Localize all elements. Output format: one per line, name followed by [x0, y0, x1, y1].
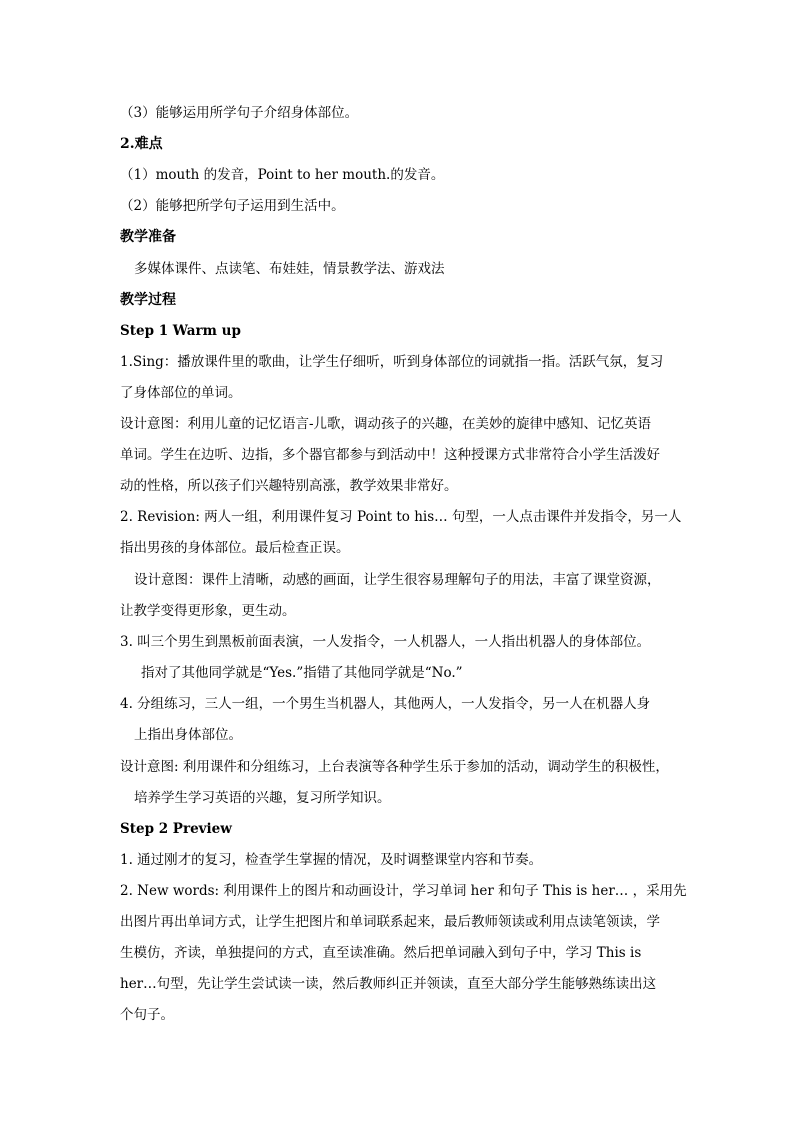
design-intent-1-line2: 单词。学生在边听、边指，多个器官都参与到活动中！这种授课方式非常符合小学生活泼好	[120, 447, 660, 463]
step2-item2-line1: 2. New words: 利用课件上的图片和动画设计，学习单词 her 和句子 This is her… ，采用先	[120, 883, 687, 899]
section-difficulties-heading: 2.难点	[120, 136, 163, 152]
step2-item2-line3: 生模仿，齐读，单独提问的方式，直至读准确。然后把单词融入到句子中，学习 This is	[120, 945, 642, 961]
teaching-preparation-heading: 教学准备	[120, 229, 176, 245]
teaching-process-heading: 教学过程	[120, 292, 176, 308]
design-intent-1-line3: 动的性格，所以孩子们兴趣特别高涨，教学效果非常好。	[120, 478, 458, 494]
step1-item1-line2: 了身体部位的单词。	[120, 385, 242, 401]
step1-item4-line2: 上指出身体部位。	[134, 727, 242, 743]
objective-3: （3）能够运用所学句子介绍身体部位。	[120, 105, 359, 121]
step2-heading: Step 2 Preview	[120, 821, 232, 837]
step1-item4-line1: 4. 分组练习，三人一组，一个男生当机器人，其他两人，一人发指令，另一人在机器人身	[120, 696, 651, 712]
step2-item2-line5: 个句子。	[120, 1007, 174, 1023]
step2-item1: 1. 通过刚才的复习，检查学生掌握的情况，及时调整课堂内容和节奏。	[120, 852, 543, 868]
step1-item3-line2: 指对了其他同学就是“Yes.”指错了其他同学就是“No.”	[141, 665, 463, 681]
step1-item3-line1: 3. 叫三个男生到黑板前面表演，一人发指令，一人机器人，一人指出机器人的身体部位。	[120, 634, 651, 650]
step1-item2-line2: 指出男孩的身体部位。最后检查正误。	[120, 540, 350, 556]
step2-item2-line2: 出图片再出单词方式，让学生把图片和单词联系起来，最后教师领读或利用点读笔领读，学	[120, 914, 660, 930]
difficulty-2: （2）能够把所学句子运用到生活中。	[120, 198, 345, 214]
design-intent-2-line2: 让教学变得更形象，更生动。	[120, 603, 296, 619]
design-intent-2-line1: 设计意图：课件上清晰，动感的画面，让学生很容易理解句子的用法，丰富了课堂资源，	[134, 572, 661, 588]
step1-item2-line1: 2. Revision: 两人一组，利用课件复习 Point to his… 句型，一人点击课件并发指令，另一人	[120, 509, 682, 525]
difficulty-1: （1）mouth 的发音，Point to her mouth.的发音。	[120, 167, 445, 183]
design-intent-1-line1: 设计意图：利用儿童的记忆语言-儿歌，调动孩子的兴趣，在美妙的旋律中感知、记忆英语	[120, 416, 652, 432]
teaching-preparation-text: 多媒体课件、点读笔、布娃娃，情景教学法、游戏法	[134, 261, 445, 277]
step1-heading: Step 1 Warm up	[120, 323, 241, 339]
design-intent-3-line1: 设计意图: 利用课件和分组练习，上台表演等各种学生乐于参加的活动，调动学生的积极性，	[120, 759, 669, 775]
design-intent-3-line2: 培养学生学习英语的兴趣，复习所学知识。	[134, 790, 391, 806]
step1-item1-line1: 1.Sing：播放课件里的歌曲，让学生仔细听，听到身体部位的词就指一指。活跃气氛，复习	[120, 354, 664, 370]
step2-item2-line4: her…句型，先让学生尝试读一读，然后教师纠正并领读，直至大部分学生能够熟练读出这	[120, 976, 657, 992]
